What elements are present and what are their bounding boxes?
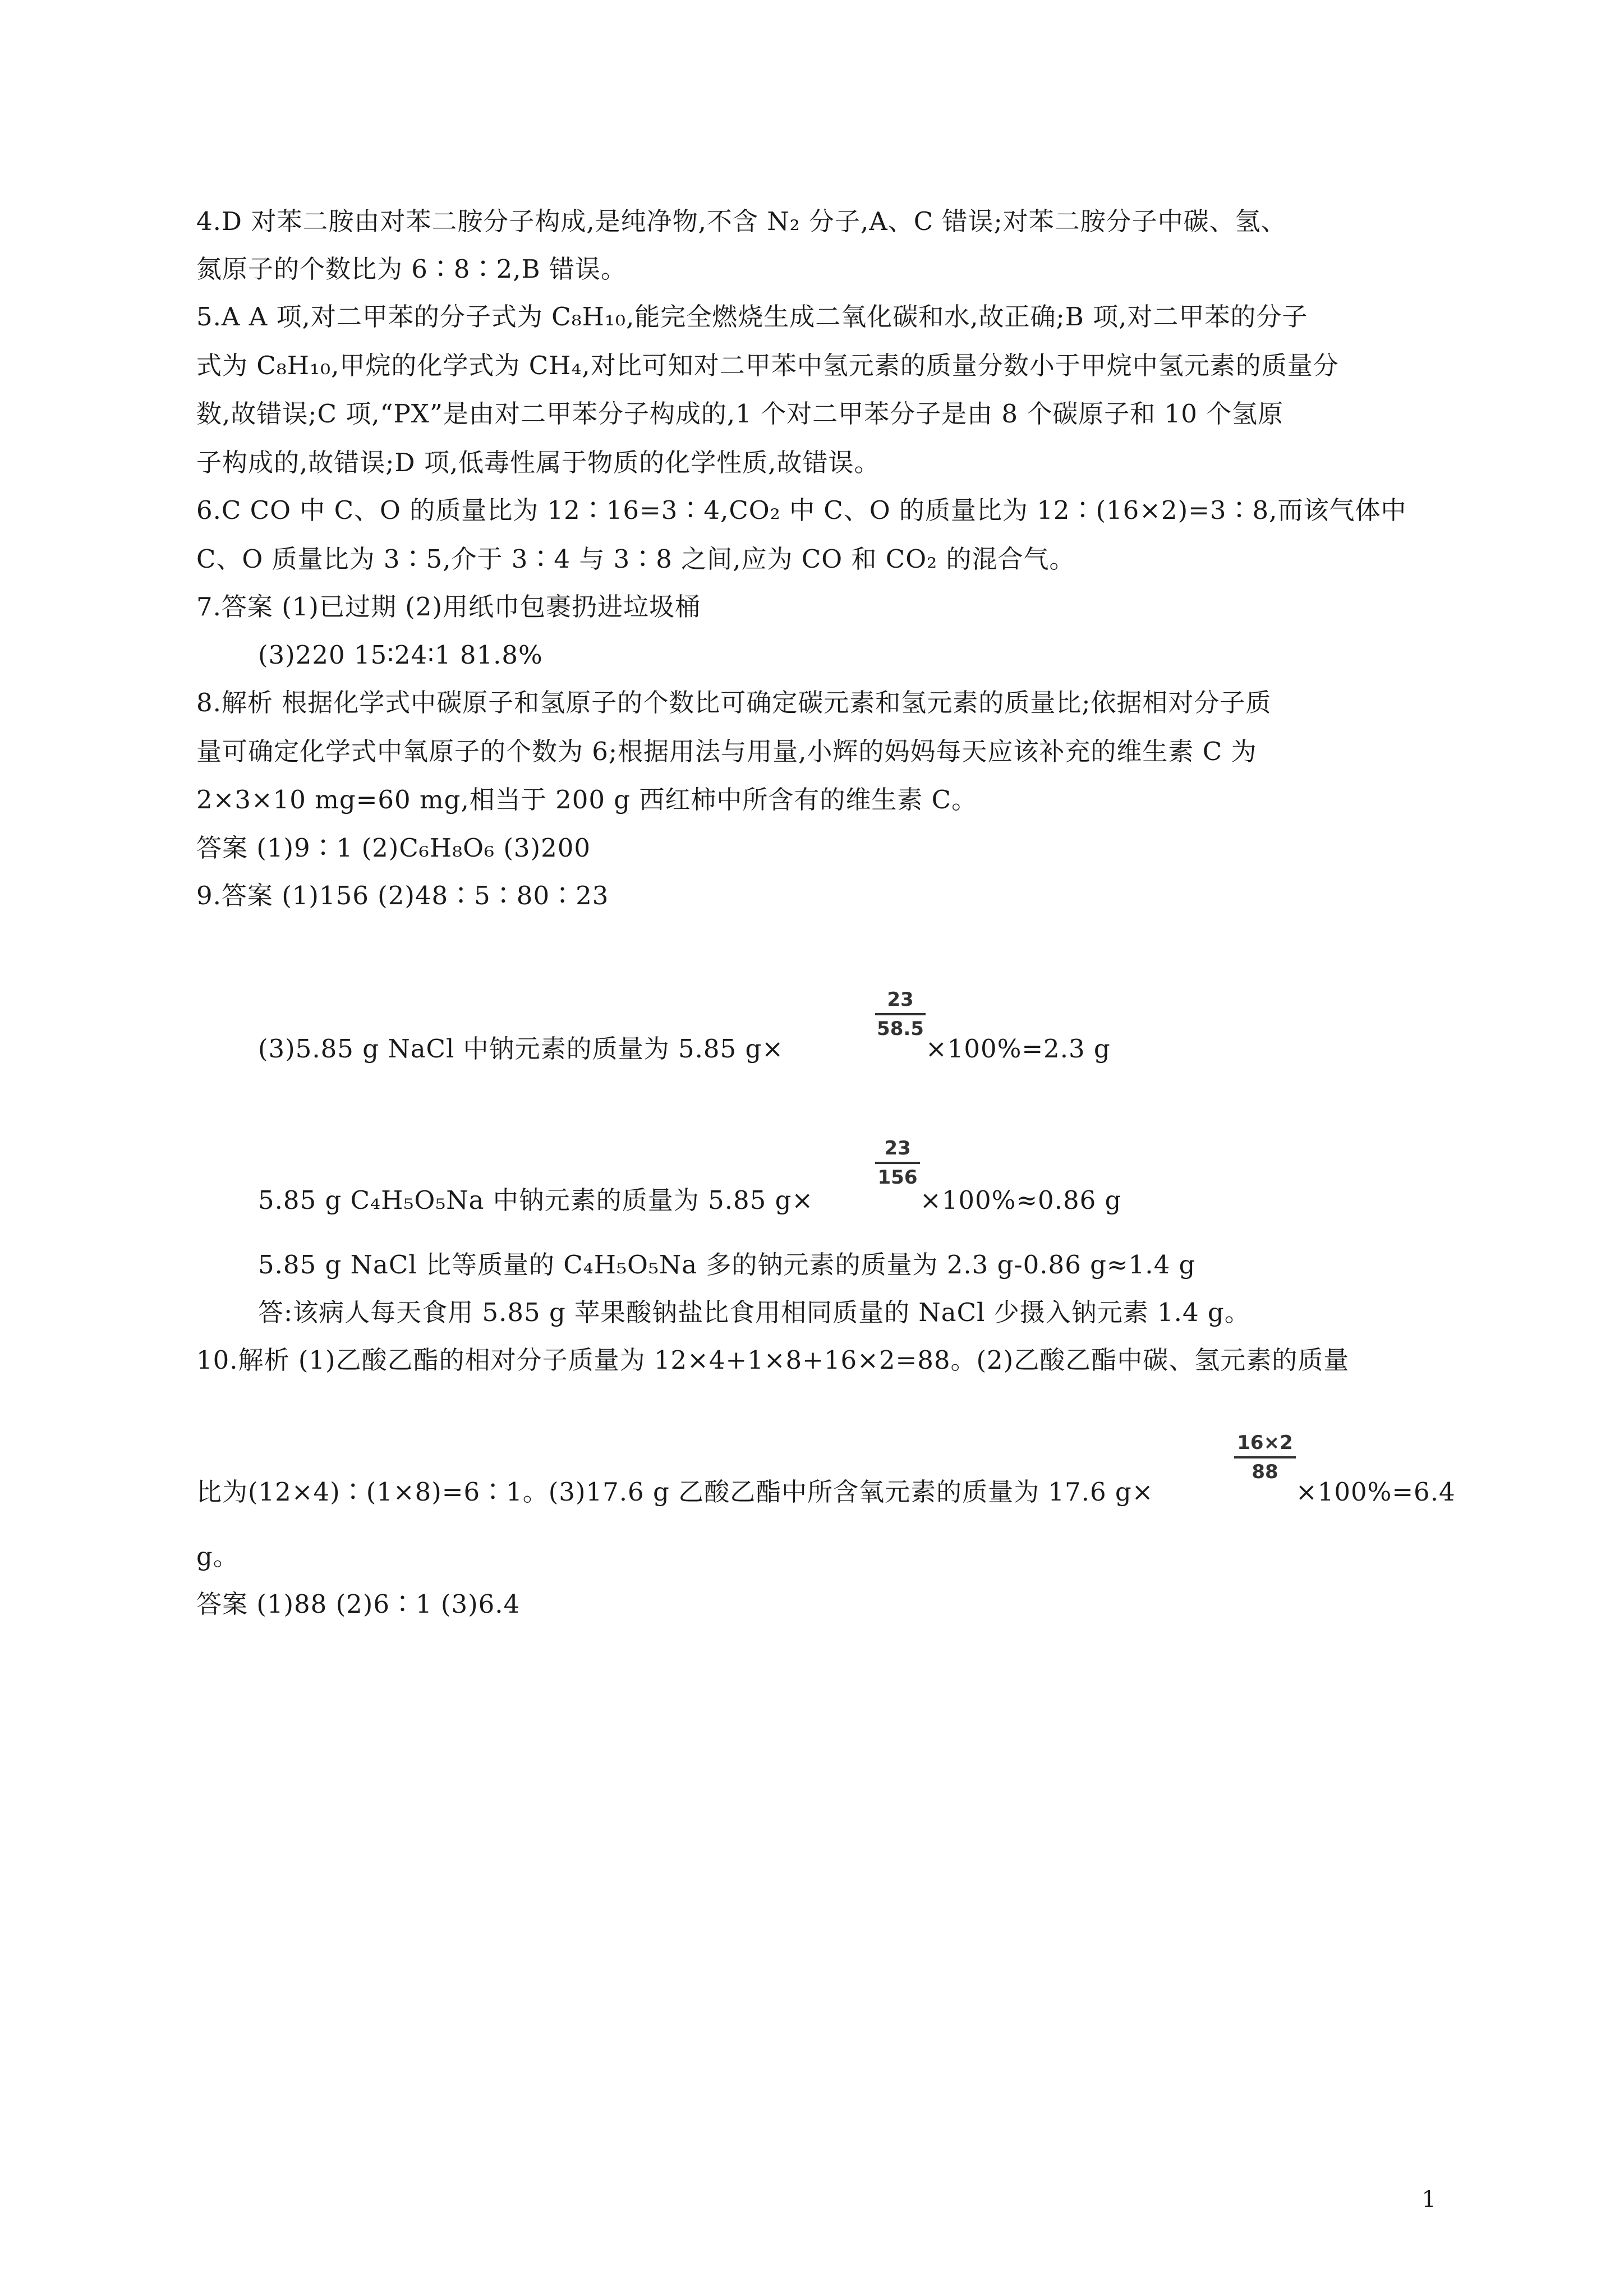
fraction-bar: [875, 1162, 920, 1164]
q5-line-3: 数,故错误;C 项,“PX”是由对二甲苯分子构成的,1 个对二甲苯分子是由 8 个碳原子和 10 个氢原: [196, 399, 1284, 429]
q9-line-3-left: 5.85 g C₄H₅O₅Na 中钠元素的质量为 5.85 g×: [258, 1185, 814, 1215]
fraction-23-over-58.5: [875, 987, 926, 1041]
q5-line-1: 5.A A 项,对二甲苯的分子式为 C₈H₁₀,能完全燃烧生成二氧化碳和水,故正确;B 项,对二甲苯的分子: [196, 302, 1308, 332]
page-number: 1: [1421, 2187, 1436, 2212]
q7-line-1: 7.答案 (1)已过期 (2)用纸巾包裹扔进垃圾桶: [196, 592, 701, 622]
fraction-numerator: 23: [887, 988, 914, 1011]
q5-line-2: 式为 C₈H₁₀,甲烷的化学式为 CH₄,对比可知对二甲苯中氢元素的质量分数小于甲烷中氢元素的质量分: [196, 351, 1339, 380]
q8-line-4: 答案 (1)9∶1 (2)C₆H₈O₆ (3)200: [196, 833, 591, 863]
q9-line-2-right: ×100%=2.3 g: [926, 1034, 1111, 1064]
q8-line-2: 量可确定化学式中氧原子的个数为 6;根据用法与用量,小辉的妈妈每天应该补充的维生素 C 为: [196, 737, 1257, 766]
q10-line-4: 答案 (1)88 (2)6∶1 (3)6.4: [196, 1589, 521, 1619]
fraction-denominator: 156: [877, 1166, 918, 1189]
q10-line-1: 10.解析 (1)乙酸乙酯的相对分子质量为 12×4+1×8+16×2=88。(2)乙酸乙酯中碳、氢元素的质量: [196, 1345, 1350, 1375]
fraction-denominator: 88: [1252, 1461, 1278, 1483]
fraction-bar: [1234, 1456, 1296, 1458]
q6-line-2: C、O 质量比为 3∶5,介于 3∶4 与 3∶8 之间,应为 CO 和 CO₂ 的混合气。: [196, 544, 1075, 574]
q10-line-3: g。: [196, 1542, 239, 1571]
q6-line-1: 6.C CO 中 C、O 的质量比为 12∶16=3∶4,CO₂ 中 C、O 的质量比为 12∶(16×2)=3∶8,而该气体中: [196, 495, 1407, 525]
q4-line-1: 4.D 对苯二胺由对苯二胺分子构成,是纯净物,不含 N₂ 分子,A、C 错误;对苯二胺分子中碳、氢、: [196, 206, 1287, 236]
q9-line-3-right: ×100%≈0.86 g: [920, 1185, 1122, 1215]
q4-line-2: 氮原子的个数比为 6∶8∶2,B 错误。: [196, 254, 627, 284]
q9-line-5: 答:该病人每天食用 5.85 g 苹果酸钠盐比食用相同质量的 NaCl 少摄入钠元素 1.4 g。: [258, 1297, 1250, 1327]
fraction-bar: [875, 1013, 926, 1015]
q10-line-2-right: ×100%=6.4: [1296, 1477, 1456, 1507]
q7-line-2: (3)220 15∶24∶1 81.8%: [258, 640, 543, 670]
fraction-numerator: 16×2: [1237, 1432, 1293, 1454]
q9-line-2-left: (3)5.85 g NaCl 中钠元素的质量为 5.85 g×: [258, 1034, 784, 1064]
q10-line-2-left: 比为(12×4)∶(1×8)=6∶1。(3)17.6 g 乙酸乙酯中所含氧元素的质量为 17.6 g×: [196, 1477, 1154, 1507]
q9-line-1: 9.答案 (1)156 (2)48∶5∶80∶23: [196, 881, 609, 910]
fraction-23-over-156: [875, 1136, 920, 1190]
q5-line-4: 子构成的,故错误;D 项,低毒性属于物质的化学性质,故错误。: [196, 448, 880, 477]
q8-line-1: 8.解析 根据化学式中碳原子和氢原子的个数比可确定碳元素和氢元素的质量比;依据相对分子质: [196, 688, 1272, 717]
q8-line-3: 2×3×10 mg=60 mg,相当于 200 g 西红柿中所含有的维生素 C。: [196, 785, 978, 815]
fraction-16x2-over-88: [1234, 1430, 1296, 1484]
fraction-numerator: 23: [884, 1137, 911, 1159]
q9-line-4: 5.85 g NaCl 比等质量的 C₄H₅O₅Na 多的钠元素的质量为 2.3 g-0.86 g≈1.4 g: [258, 1250, 1196, 1280]
fraction-denominator: 58.5: [877, 1018, 924, 1040]
